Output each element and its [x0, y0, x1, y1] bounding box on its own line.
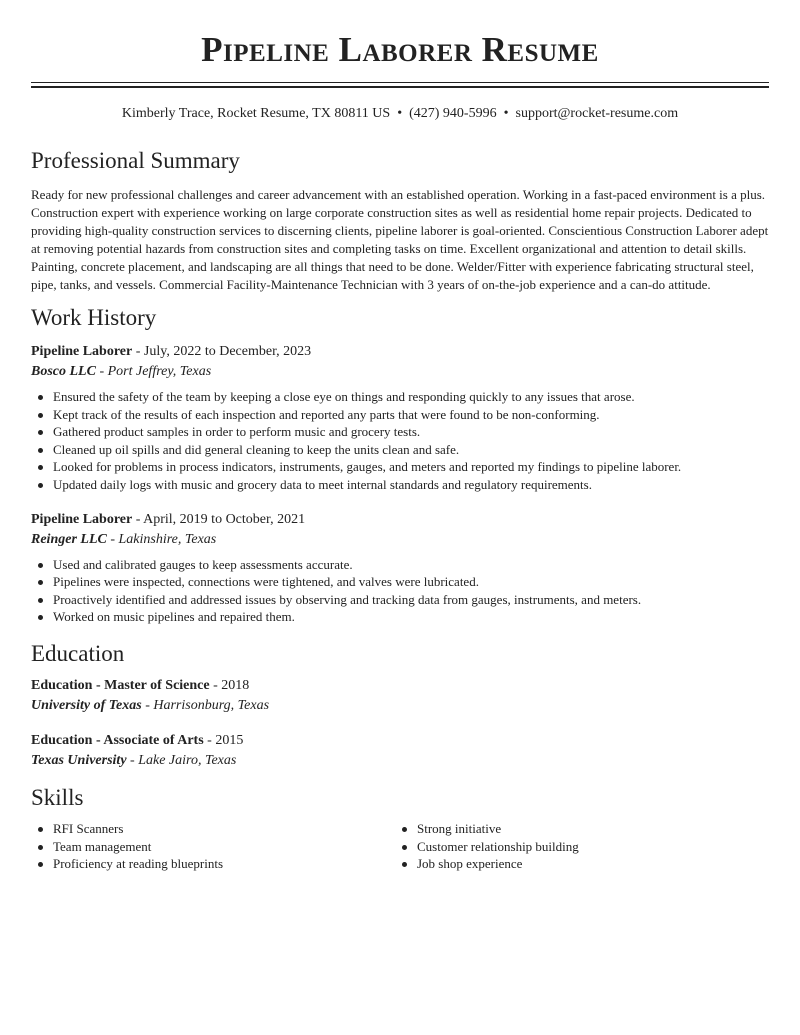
- education-school: University of Texas: [31, 697, 142, 713]
- resume-title: Pipeline Laborer Resume: [201, 30, 599, 69]
- resume-page: [31, 0, 769, 873]
- skill-item: Customer relationship building: [395, 838, 759, 856]
- job-title-line: [31, 510, 769, 530]
- job-entry: [31, 342, 769, 494]
- job-company-line: [31, 362, 769, 381]
- job-bullet: Proactively identified and addressed issues by observing and tracking data from gauges, instruments, and meters.: [31, 591, 769, 609]
- skills-grid: [31, 820, 769, 873]
- skill-item: Team management: [31, 838, 395, 856]
- job-company: Reinger LLC: [31, 531, 107, 547]
- summary-text: Ready for new professional challenges and career advancement with an established operation. Working in a fast-paced environment is a plus. Construction expert with experience working on large corporate construction sites as well as residential home repair projects. Dedicated to providing high-quality construction services to discerning clients, pipeline laborer is goal-oriented. Conscientious Construction Laborer adept at removing potential hazards from construction sites and completing tasks on time. Excellent organizational and attention to detail skills. Painting, concrete placement, and landscaping are all things that need to be done. Welder/Fitter with experience fabricating structural steel, pipe, tanks, and vessels. Commercial Facility-Maintenance Technician with 3 years of on-the-job experience and a can-do attitude.: [31, 187, 769, 292]
- job-bullet: Looked for problems in process indicators, instruments, gauges, and meters and reported my findings to pipeline laborer.: [31, 458, 769, 476]
- job-bullet: Gathered product samples in order to perform music and grocery tests.: [31, 423, 769, 441]
- job-bullet: Pipelines were inspected, connections were tightened, and valves were lubricated.: [31, 573, 769, 591]
- contact-email: support@rocket-resume.com: [515, 106, 679, 121]
- job-location: - Port Jeffrey, Texas: [95, 364, 212, 379]
- skill-item: Job shop experience: [395, 855, 759, 873]
- job-dates: - July, 2022 to December, 2023: [132, 344, 312, 359]
- skills-column-left: [31, 820, 395, 873]
- skills-list: [31, 820, 395, 873]
- job-company: Bosco LLC: [31, 364, 96, 379]
- job-company-line: [31, 530, 769, 549]
- skill-item: Proficiency at reading blueprints: [31, 855, 395, 873]
- work-history-heading: Work History: [31, 305, 157, 330]
- education-degree-line: [31, 676, 769, 696]
- contact-phone: (427) 940-5996: [409, 106, 497, 121]
- education-year: - 2015: [203, 732, 244, 748]
- job-bullet: Ensured the safety of the team by keeping a close eye on things and responding quickly to any issues that arose.: [31, 388, 769, 406]
- contact-address: Kimberly Trace, Rocket Resume, TX 80811 US: [121, 106, 391, 121]
- education-entry: [31, 731, 769, 770]
- job-bullet-list: [31, 388, 769, 494]
- education-degree: Education - Master of Science: [31, 677, 210, 693]
- job-role: Pipeline Laborer: [31, 344, 133, 359]
- title-divider-thick: [31, 86, 769, 88]
- job-bullet: Used and calibrated gauges to keep assessments accurate.: [31, 556, 769, 574]
- contact-separator: •: [503, 106, 509, 121]
- skills-column-right: [395, 820, 759, 873]
- skills-heading: Skills: [31, 784, 84, 810]
- contact-separator: •: [397, 106, 403, 121]
- job-bullet: Updated daily logs with music and grocery data to meet internal standards and regulatory requirements.: [31, 476, 769, 494]
- education-location: - Harrisonburg, Texas: [141, 697, 270, 713]
- job-bullet: Kept track of the results of each inspection and reported any parts that were found to be non-conforming.: [31, 406, 769, 424]
- summary-heading: Professional Summary: [31, 148, 240, 173]
- skill-item: Strong initiative: [395, 820, 759, 838]
- education-degree: Education - Associate of Arts: [31, 732, 204, 748]
- education-school-line: [31, 751, 769, 770]
- education-school: Texas University: [31, 752, 127, 768]
- job-role: Pipeline Laborer: [31, 511, 133, 527]
- contact-line: [31, 105, 769, 123]
- job-bullet: Worked on music pipelines and repaired them.: [31, 608, 769, 626]
- title-divider-thin: [31, 82, 769, 83]
- education-year: - 2018: [209, 677, 250, 693]
- skill-item: RFI Scanners: [31, 820, 395, 838]
- job-location: - Lakinshire, Texas: [106, 531, 217, 547]
- education-degree-line: [31, 731, 769, 751]
- education-location: - Lake Jairo, Texas: [126, 752, 237, 768]
- education-school-line: [31, 696, 769, 715]
- job-dates: - April, 2019 to October, 2021: [132, 511, 306, 527]
- job-bullet: Cleaned up oil spills and did general cleaning to keep the units clean and safe.: [31, 441, 769, 459]
- job-entry: [31, 510, 769, 626]
- job-title-line: [31, 342, 769, 362]
- education-heading: Education: [31, 640, 125, 666]
- skills-list: [395, 820, 759, 873]
- job-bullet-list: [31, 556, 769, 626]
- education-entry: [31, 676, 769, 715]
